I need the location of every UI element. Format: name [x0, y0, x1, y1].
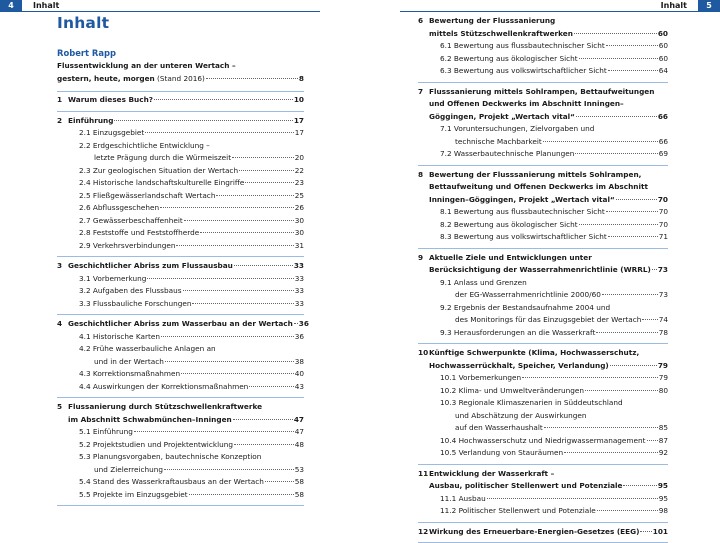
- entry-page: 92: [659, 447, 668, 460]
- entry-page: 33: [294, 260, 304, 273]
- subsection-entry: [57, 227, 304, 240]
- entry-text: 6.2 Bewertung aus ökologischer Sicht: [429, 53, 578, 66]
- leader-dots: [606, 44, 658, 46]
- leader-dots: [234, 443, 294, 445]
- entry-text: Künftige Schwerpunkte (Klima, Hochwasserschutz,: [429, 347, 639, 360]
- leader-dots: [192, 302, 293, 304]
- leader-dots: [596, 331, 657, 333]
- entry-text: 5.3 Planungsvorgaben, bautechnische Konzeption: [68, 451, 261, 464]
- entry-page: 80: [659, 385, 668, 398]
- entry-number: 3: [57, 260, 68, 273]
- chapter-heading: [418, 98, 668, 111]
- page-number: 4: [0, 0, 22, 11]
- entry-page: 26: [295, 202, 304, 215]
- entry-page: 10: [294, 94, 304, 107]
- entry-page: 101: [653, 526, 668, 539]
- entry-text: technische Machbarkeit: [429, 136, 542, 149]
- entry-page: 17: [295, 127, 304, 140]
- subsection-entry: [57, 177, 304, 190]
- entry-page: 66: [658, 111, 668, 124]
- entry-text: 10.5 Verlandung von Stauräumen: [429, 447, 563, 460]
- entry-text: Bettaufweitung und Offenen Deckwerks im Abschnitt: [429, 181, 648, 194]
- entry-text: 10.1 Vorbemerkungen: [429, 372, 521, 385]
- toc-section[interactable]: [418, 249, 668, 345]
- entry-number: 1: [57, 94, 68, 107]
- entry-page: 87: [659, 435, 668, 448]
- entry-page: 70: [658, 194, 668, 207]
- leader-dots: [616, 198, 657, 200]
- entry-page: 69: [659, 148, 668, 161]
- leader-dots: [206, 77, 298, 79]
- leader-dots: [216, 194, 293, 196]
- subsection-entry: [57, 165, 304, 178]
- entry-number: 9: [418, 252, 429, 265]
- page-gutter: [320, 0, 400, 521]
- page-title: Inhalt: [57, 13, 304, 33]
- toc-section[interactable]: [57, 112, 304, 258]
- leader-dots: [608, 69, 658, 71]
- leader-dots: [294, 322, 298, 324]
- entry-page: 30: [295, 227, 304, 240]
- entry-text: 8.3 Bewertung aus volkswirtschaftlicher Sicht: [429, 231, 607, 244]
- entry-text: 4.3 Korrektionsmaßnahmen: [68, 368, 180, 381]
- entry-text: 3.2 Aufgaben des Flussbaus: [68, 285, 182, 298]
- leader-dots: [164, 468, 294, 470]
- entry-text: 2.5 Fließgewässerlandschaft Wertach: [68, 190, 215, 203]
- leader-dots: [574, 32, 657, 34]
- subsection-entry: [418, 219, 668, 232]
- entry-text: Geschichtlicher Abriss zum Wasserbau an der Wertach: [68, 318, 293, 331]
- subsection-entry: [418, 385, 668, 398]
- entry-text: Aktuelle Ziele und Entwicklungen unter: [429, 252, 592, 265]
- entry-page: 33: [295, 298, 304, 311]
- subsection-entry: [418, 447, 668, 460]
- subsection-entry: [418, 148, 668, 161]
- entry-text: der EG-Wasserrahmenrichtlinie 2000/60: [429, 289, 601, 302]
- entry-text: Flusssanierung mittels Sohlrampen, Bettaufweitungen: [429, 86, 654, 99]
- subsection-entry: [418, 206, 668, 219]
- intro-subtitle-note: (Stand 2016): [155, 74, 205, 83]
- entry-page: 47: [294, 414, 304, 427]
- entry-text: 6.3 Bewertung aus volkswirtschaftlicher Sicht: [429, 65, 607, 78]
- subsection-entry: [418, 136, 668, 149]
- entry-number: 11: [418, 468, 429, 481]
- entry-text: und Offenen Deckwerks im Abschnitt Inningen–: [429, 98, 624, 111]
- running-title: Inhalt: [33, 0, 59, 11]
- entry-page: 95: [658, 480, 668, 493]
- entry-page: 31: [295, 240, 304, 253]
- chapter-heading: [57, 401, 304, 414]
- leader-dots: [647, 439, 658, 441]
- entry-page: 70: [659, 206, 668, 219]
- chapter-heading: [418, 181, 668, 194]
- running-title: Inhalt: [661, 0, 687, 11]
- entry-text: 10.4 Hochwasserschutz und Niedrigwassermanagement: [429, 435, 646, 448]
- leader-dots: [564, 451, 658, 453]
- toc-section[interactable]: [418, 344, 668, 465]
- subsection-entry: [418, 410, 668, 423]
- leader-dots: [154, 98, 293, 100]
- chapter-heading: [418, 15, 668, 28]
- chapter-heading: [57, 94, 304, 107]
- chapter-heading: [418, 28, 668, 41]
- entry-page: 58: [295, 476, 304, 489]
- entry-number: 4: [57, 318, 68, 331]
- subsection-entry: [57, 127, 304, 140]
- subsection-entry: [418, 397, 668, 410]
- entry-number: 2: [57, 115, 68, 128]
- leader-dots: [176, 244, 293, 246]
- chapter-heading: [418, 169, 668, 182]
- entry-text: 2.8 Feststoffe und Feststoffherde: [68, 227, 199, 240]
- leader-dots: [585, 389, 658, 391]
- leader-dots: [233, 418, 293, 420]
- entry-text: 11.2 Politischer Stellenwert und Potenziale: [429, 505, 596, 518]
- entry-text: 5.4 Stand des Wasserkraftausbaus an der Wertach: [68, 476, 264, 489]
- entry-text: Bewertung der Flusssanierung mittels Sohlrampen,: [429, 169, 641, 182]
- entry-text: 3.3 Flussbauliche Forschungen: [68, 298, 191, 311]
- toc-section[interactable]: [418, 13, 668, 83]
- entry-page: 95: [659, 493, 668, 506]
- entry-text: Warum dieses Buch?: [68, 94, 153, 107]
- leader-dots: [597, 509, 658, 511]
- entry-text: 5.5 Projekte im Einzugsgebiet: [68, 489, 188, 502]
- entry-page: 47: [295, 426, 304, 439]
- leader-dots: [606, 210, 658, 212]
- entry-text: Ausbau, politischer Stellenwert und Potenziale: [429, 480, 622, 493]
- leader-dots: [579, 57, 658, 59]
- leader-dots: [145, 131, 293, 133]
- entry-text: 4.4 Auswirkungen der Korrektionsmaßnahmen: [68, 381, 248, 394]
- leader-dots: [183, 289, 294, 291]
- subsection-entry: [57, 273, 304, 286]
- entry-page: 17: [294, 115, 304, 128]
- intro-subtitle: gestern, heute, morgen: [57, 74, 155, 83]
- entry-text: Bewertung der Flusssanierung: [429, 15, 555, 28]
- leader-dots: [114, 119, 292, 121]
- subsection-entry: [57, 240, 304, 253]
- left-page-content: [57, 13, 304, 506]
- intro-line-2: [57, 73, 304, 86]
- subsection-entry: [418, 123, 668, 136]
- subsection-entry: [57, 298, 304, 311]
- entry-page: 58: [295, 489, 304, 502]
- entry-text: Göggingen, Projekt „Wertach vital“: [429, 111, 575, 124]
- entry-number: 6: [418, 15, 429, 28]
- entry-text: 7.1 Voruntersuchungen, Zielvorgaben und: [429, 123, 594, 136]
- entry-text: 9.3 Herausforderungen an die Wasserkraft: [429, 327, 595, 340]
- intro-line-1: Flussentwicklung an der unteren Wertach –: [57, 60, 304, 73]
- subsection-entry: [57, 285, 304, 298]
- entry-text: im Abschnitt Schwabmünchen–Inningen: [68, 414, 232, 427]
- entry-page: 79: [659, 372, 668, 385]
- page-number: 5: [698, 0, 720, 11]
- entry-page: 60: [659, 53, 668, 66]
- chapter-heading: [418, 468, 668, 481]
- subsection-entry: [418, 53, 668, 66]
- entry-text: und Abschätzung der Auswirkungen: [429, 410, 586, 423]
- toc-section[interactable]: [57, 257, 304, 315]
- subsection-entry: [418, 422, 668, 435]
- toc-section[interactable]: [418, 465, 668, 523]
- entry-text: Inningen–Göggingen, Projekt „Wertach vital“: [429, 194, 615, 207]
- leader-dots: [265, 480, 294, 482]
- leader-dots: [640, 530, 651, 532]
- entry-text: 7.2 Wasserbautechnische Planungen: [429, 148, 574, 161]
- leader-dots: [189, 493, 294, 495]
- entry-page: 23: [295, 177, 304, 190]
- right-toc: [418, 13, 668, 543]
- left-page: [0, 0, 320, 521]
- leader-dots: [575, 152, 657, 154]
- chapter-heading: [57, 115, 304, 128]
- entry-text: und in der Wertach: [68, 356, 164, 369]
- subsection-entry: [57, 343, 304, 356]
- leader-dots: [184, 219, 294, 221]
- subsection-entry: [57, 439, 304, 452]
- entry-page: 53: [295, 464, 304, 477]
- chapter-heading: [418, 526, 668, 539]
- entry-page: 33: [295, 285, 304, 298]
- subsection-entry: [57, 368, 304, 381]
- chapter-heading: [418, 86, 668, 99]
- entry-text: Berücksichtigung der Wasserrahmenrichtlinie (WRRL): [429, 264, 651, 277]
- entry-page: 64: [659, 65, 668, 78]
- subsection-entry: [57, 381, 304, 394]
- chapter-heading: [418, 480, 668, 493]
- entry-text: 5.2 Projektstudien und Projektentwicklung: [68, 439, 233, 452]
- intro-page: 8: [299, 73, 304, 86]
- entry-text: 5.1 Einführung: [68, 426, 133, 439]
- subsection-entry: [418, 65, 668, 78]
- toc-section[interactable]: [57, 92, 304, 112]
- entry-page: 73: [659, 289, 668, 302]
- leader-dots: [239, 169, 294, 171]
- entry-text: 4.1 Historische Karten: [68, 331, 160, 344]
- subsection-entry: [57, 464, 304, 477]
- entry-number: 12: [418, 526, 429, 539]
- subsection-entry: [57, 451, 304, 464]
- toc-section[interactable]: [57, 398, 304, 506]
- entry-text: Wirkung des Erneuerbare-Energien-Gesetzes (EEG): [429, 526, 639, 539]
- entry-page: 43: [295, 381, 304, 394]
- leader-dots: [232, 156, 294, 158]
- subsection-entry: [418, 277, 668, 290]
- entry-number: 7: [418, 86, 429, 99]
- chapter-heading: [418, 194, 668, 207]
- author-name: Robert Rapp: [57, 48, 304, 59]
- leader-dots: [147, 277, 293, 279]
- subsection-entry: [418, 493, 668, 506]
- entry-number: 8: [418, 169, 429, 182]
- subsection-entry: [418, 289, 668, 302]
- leader-dots: [181, 372, 294, 374]
- right-page: [400, 0, 720, 521]
- toc-section[interactable]: [418, 166, 668, 249]
- chapter-heading: [57, 414, 304, 427]
- leader-dots: [652, 268, 657, 270]
- entry-text: 2.6 Abflussgeschehen: [68, 202, 159, 215]
- subsection-entry: [418, 372, 668, 385]
- entry-text: 9.2 Ergebnis der Bestandsaufnahme 2004 und: [429, 302, 610, 315]
- leader-dots: [522, 376, 658, 378]
- subsection-entry: [57, 190, 304, 203]
- subsection-entry: [57, 152, 304, 165]
- leader-dots: [610, 364, 657, 366]
- entry-page: 36: [295, 331, 304, 344]
- entry-page: 79: [658, 360, 668, 373]
- chapter-heading: [57, 260, 304, 273]
- chapter-heading: [418, 360, 668, 373]
- leader-dots: [579, 223, 658, 225]
- chapter-heading: [418, 264, 668, 277]
- leader-dots: [160, 206, 294, 208]
- entry-text: Hochwasserrückhalt, Speicher, Verlandung): [429, 360, 609, 373]
- left-page-header: [0, 0, 320, 12]
- entry-page: 71: [659, 231, 668, 244]
- entry-text: und Zielerreichung: [68, 464, 163, 477]
- leader-dots: [576, 115, 657, 117]
- intro-entry[interactable]: [57, 60, 304, 92]
- chapter-heading: [57, 318, 304, 331]
- subsection-entry: [418, 231, 668, 244]
- subsection-entry: [57, 140, 304, 153]
- entry-page: 33: [295, 273, 304, 286]
- toc-section[interactable]: [57, 315, 304, 398]
- toc-section[interactable]: [418, 83, 668, 166]
- leader-dots: [161, 335, 294, 337]
- leader-dots: [608, 235, 658, 237]
- entry-page: 85: [659, 422, 668, 435]
- entry-text: des Monitorings für das Einzugsgebiet der Wertach: [429, 314, 641, 327]
- subsection-entry: [57, 489, 304, 502]
- entry-text: 2.2 Erdgeschichtliche Entwicklung –: [68, 140, 210, 153]
- subsection-entry: [57, 426, 304, 439]
- leader-dots: [602, 293, 658, 295]
- entry-text: Geschichtlicher Abriss zum Flussausbau: [68, 260, 233, 273]
- entry-page: 48: [295, 439, 304, 452]
- leader-dots: [134, 430, 294, 432]
- entry-page: 25: [295, 190, 304, 203]
- entry-text: 2.4 Historische landschaftskulturelle Eingriffe: [68, 177, 244, 190]
- entry-text: 2.1 Einzugsgebiet: [68, 127, 144, 140]
- subsection-entry: [57, 215, 304, 228]
- leader-dots: [234, 264, 293, 266]
- leader-dots: [487, 497, 658, 499]
- entry-text: 10.2 Klima- und Umweltveränderungen: [429, 385, 584, 398]
- subsection-entry: [418, 40, 668, 53]
- chapter-heading: [418, 111, 668, 124]
- entry-page: 70: [659, 219, 668, 232]
- entry-text: 2.9 Verkehrsverbindungen: [68, 240, 175, 253]
- entry-page: 36: [299, 318, 309, 331]
- entry-text: 8.1 Bewertung aus flussbautechnischer Sicht: [429, 206, 605, 219]
- entry-page: 30: [295, 215, 304, 228]
- leader-dots: [200, 231, 293, 233]
- entry-page: 60: [659, 40, 668, 53]
- leader-dots: [249, 385, 293, 387]
- entry-text: 11.1 Ausbau: [429, 493, 486, 506]
- toc-section[interactable]: [418, 523, 668, 543]
- leader-dots: [642, 318, 657, 320]
- leader-dots: [543, 140, 658, 142]
- entry-text: 6.1 Bewertung aus flussbautechnischer Sicht: [429, 40, 605, 53]
- leader-dots: [165, 360, 294, 362]
- entry-page: 38: [295, 356, 304, 369]
- entry-text: 8.2 Bewertung aus ökologischer Sicht: [429, 219, 578, 232]
- entry-text: 2.3 Zur geologischen Situation der Wertach: [68, 165, 238, 178]
- entry-text: letzte Prägung durch die Würmeiszeit: [68, 152, 231, 165]
- entry-text: auf den Wasserhaushalt: [429, 422, 543, 435]
- right-page-content: [418, 13, 668, 543]
- entry-page: 78: [659, 327, 668, 340]
- subsection-entry: [57, 331, 304, 344]
- subsection-entry: [418, 327, 668, 340]
- subsection-entry: [418, 505, 668, 518]
- entry-page: 98: [659, 505, 668, 518]
- right-page-header: [400, 0, 720, 12]
- entry-page: 73: [658, 264, 668, 277]
- leader-dots: [544, 426, 658, 428]
- subsection-entry: [57, 356, 304, 369]
- entry-text: 3.1 Vorbemerkung: [68, 273, 146, 286]
- entry-page: 40: [295, 368, 304, 381]
- leader-dots: [245, 181, 293, 183]
- entry-text: 2.7 Gewässerbeschaffenheit: [68, 215, 183, 228]
- chapter-heading: [418, 252, 668, 265]
- entry-page: 74: [659, 314, 668, 327]
- entry-text: 10.3 Regionale Klimaszenarien in Süddeutschland: [429, 397, 623, 410]
- subsection-entry: [418, 435, 668, 448]
- left-toc: [57, 92, 304, 506]
- entry-text: 9.1 Anlass und Grenzen: [429, 277, 527, 290]
- entry-text: Flussanierung durch Stützschwellenkraftwerke: [68, 401, 262, 414]
- chapter-heading: [418, 347, 668, 360]
- entry-text: Entwicklung der Wasserkraft –: [429, 468, 554, 481]
- entry-page: 60: [658, 28, 668, 41]
- entry-page: 20: [295, 152, 304, 165]
- entry-number: 10: [418, 347, 429, 360]
- entry-number: 5: [57, 401, 68, 414]
- subsection-entry: [57, 476, 304, 489]
- entry-text: mittels Stützschwellenkraftwerken: [429, 28, 573, 41]
- entry-text: Einführung: [68, 115, 113, 128]
- subsection-entry: [418, 314, 668, 327]
- entry-page: 66: [659, 136, 668, 149]
- subsection-entry: [57, 202, 304, 215]
- entry-text: 4.2 Frühe wasserbauliche Anlagen an: [68, 343, 216, 356]
- entry-page: 22: [295, 165, 304, 178]
- subsection-entry: [418, 302, 668, 315]
- leader-dots: [623, 484, 656, 486]
